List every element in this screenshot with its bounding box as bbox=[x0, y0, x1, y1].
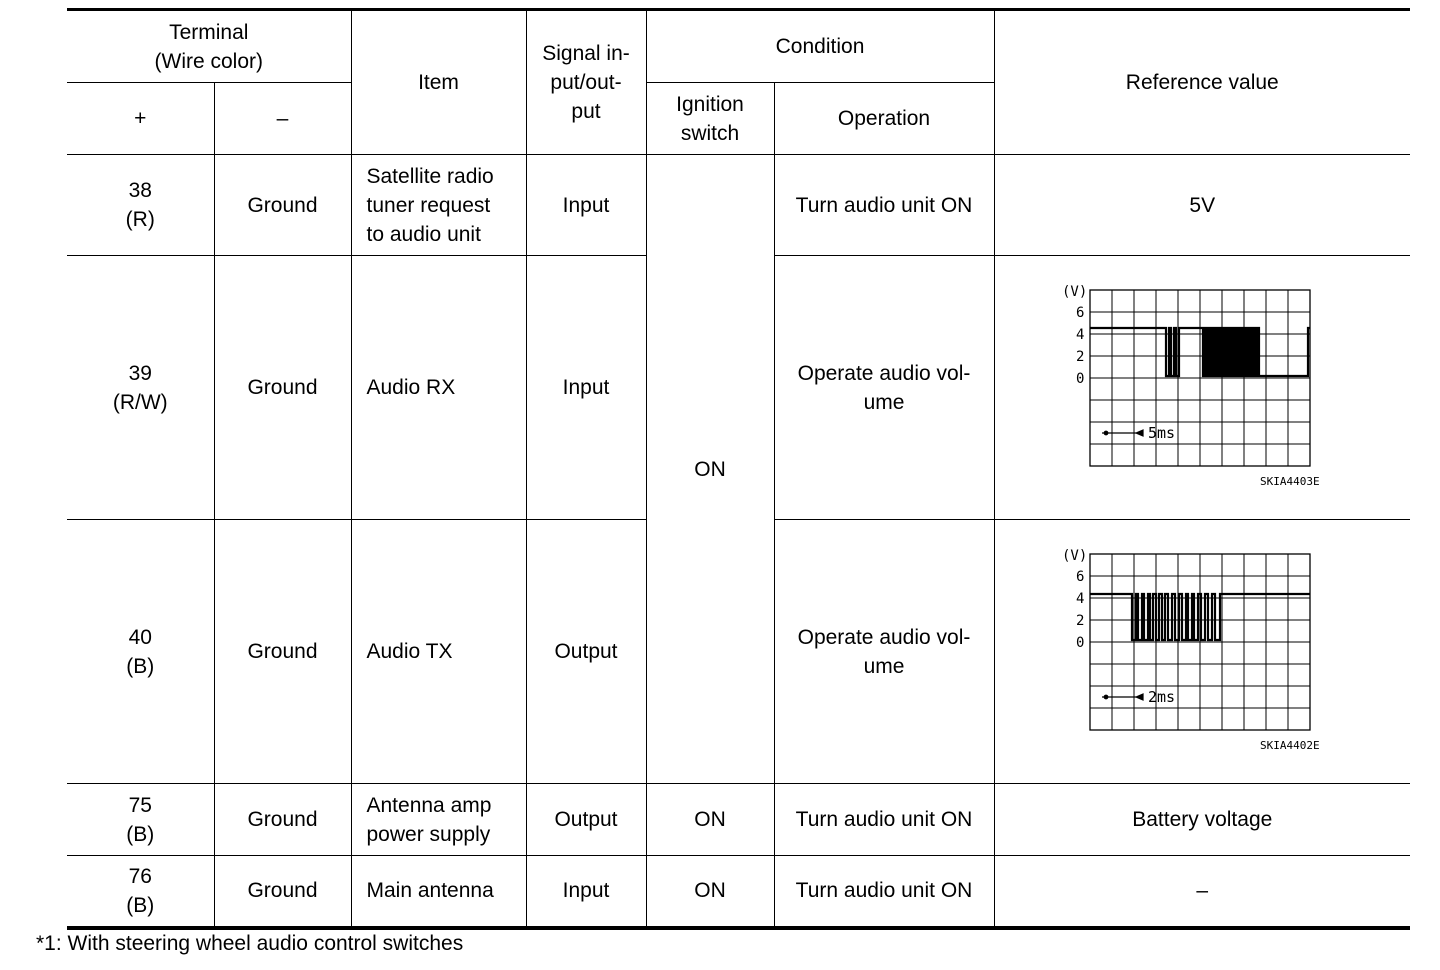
item-cell: Audio TX bbox=[351, 520, 526, 784]
time-scale-marker bbox=[1102, 694, 1143, 700]
signal-cell: Output bbox=[526, 520, 646, 784]
waveform-tx-chart bbox=[1052, 544, 1352, 759]
ignition-cell: ON bbox=[646, 856, 774, 928]
terminal-plus: 75 (B) bbox=[67, 784, 214, 856]
terminal-minus: Ground bbox=[214, 520, 351, 784]
reference-cell: Battery voltage bbox=[994, 784, 1410, 856]
terminal-minus: Ground bbox=[214, 155, 351, 256]
reference-cell bbox=[994, 520, 1410, 784]
y-tick: 6 bbox=[1076, 569, 1085, 585]
header-item: Item bbox=[351, 10, 526, 155]
figure-id: SKIA4402E bbox=[1260, 739, 1320, 752]
ignition-cell: ON bbox=[646, 155, 774, 784]
item-cell: Audio RX bbox=[351, 256, 526, 520]
reference-cell bbox=[994, 256, 1410, 520]
header-plus: + bbox=[67, 83, 214, 155]
terminal-plus: 76 (B) bbox=[67, 856, 214, 928]
table-row bbox=[67, 155, 1410, 256]
y-tick: 4 bbox=[1076, 591, 1085, 607]
table-row bbox=[67, 784, 1410, 856]
terminal-minus: Ground bbox=[214, 856, 351, 928]
operation-cell: Turn audio unit ON bbox=[774, 155, 994, 256]
item-cell: Satellite radio tuner request to audio unit bbox=[351, 155, 526, 256]
operation-cell: Turn audio unit ON bbox=[774, 784, 994, 856]
figure-id: SKIA4403E bbox=[1260, 475, 1320, 488]
header-condition: Condition bbox=[646, 10, 994, 83]
terminal-spec-table bbox=[67, 8, 1410, 930]
header-operation: Operation bbox=[774, 83, 994, 155]
scope-grid bbox=[1090, 554, 1310, 730]
footnote: *1: With steering wheel audio control switches bbox=[36, 932, 464, 955]
ignition-cell: ON bbox=[646, 784, 774, 856]
header-ignition: Ignition switch bbox=[646, 83, 774, 155]
scope-grid bbox=[1090, 290, 1310, 466]
reference-cell: – bbox=[994, 856, 1410, 928]
terminal-minus: Ground bbox=[214, 256, 351, 520]
operation-cell: Operate audio vol- ume bbox=[774, 520, 994, 784]
operation-cell: Operate audio vol- ume bbox=[774, 256, 994, 520]
header-terminal: Terminal (Wire color) bbox=[67, 10, 351, 83]
terminal-plus: 39 (R/W) bbox=[67, 256, 214, 520]
reference-cell: 5V bbox=[994, 155, 1410, 256]
waveform-rx-chart bbox=[1052, 280, 1352, 495]
terminal-minus: Ground bbox=[214, 784, 351, 856]
time-scale-label: 5ms bbox=[1148, 424, 1176, 442]
item-cell: Antenna amp power supply bbox=[351, 784, 526, 856]
time-scale-label: 2ms bbox=[1148, 688, 1176, 706]
time-scale-marker bbox=[1102, 430, 1143, 436]
operation-cell: Turn audio unit ON bbox=[774, 856, 994, 928]
scope-unit: (V) bbox=[1062, 548, 1088, 564]
signal-cell: Output bbox=[526, 784, 646, 856]
scope-unit: (V) bbox=[1062, 284, 1088, 300]
header-minus: – bbox=[214, 83, 351, 155]
item-cell: Main antenna bbox=[351, 856, 526, 928]
signal-cell: Input bbox=[526, 155, 646, 256]
signal-cell: Input bbox=[526, 256, 646, 520]
waveform-trace bbox=[1090, 594, 1310, 640]
y-tick: 0 bbox=[1076, 371, 1085, 387]
terminal-plus: 38 (R) bbox=[67, 155, 214, 256]
y-tick: 2 bbox=[1076, 613, 1085, 629]
y-tick: 0 bbox=[1076, 635, 1085, 651]
y-tick: 4 bbox=[1076, 327, 1085, 343]
header-signal: Signal in- put/out- put bbox=[526, 10, 646, 155]
table-row bbox=[67, 856, 1410, 928]
signal-cell: Input bbox=[526, 856, 646, 928]
y-tick: 2 bbox=[1076, 349, 1085, 365]
header-reference: Reference value bbox=[994, 10, 1410, 155]
terminal-plus: 40 (B) bbox=[67, 520, 214, 784]
y-tick: 6 bbox=[1076, 305, 1085, 321]
